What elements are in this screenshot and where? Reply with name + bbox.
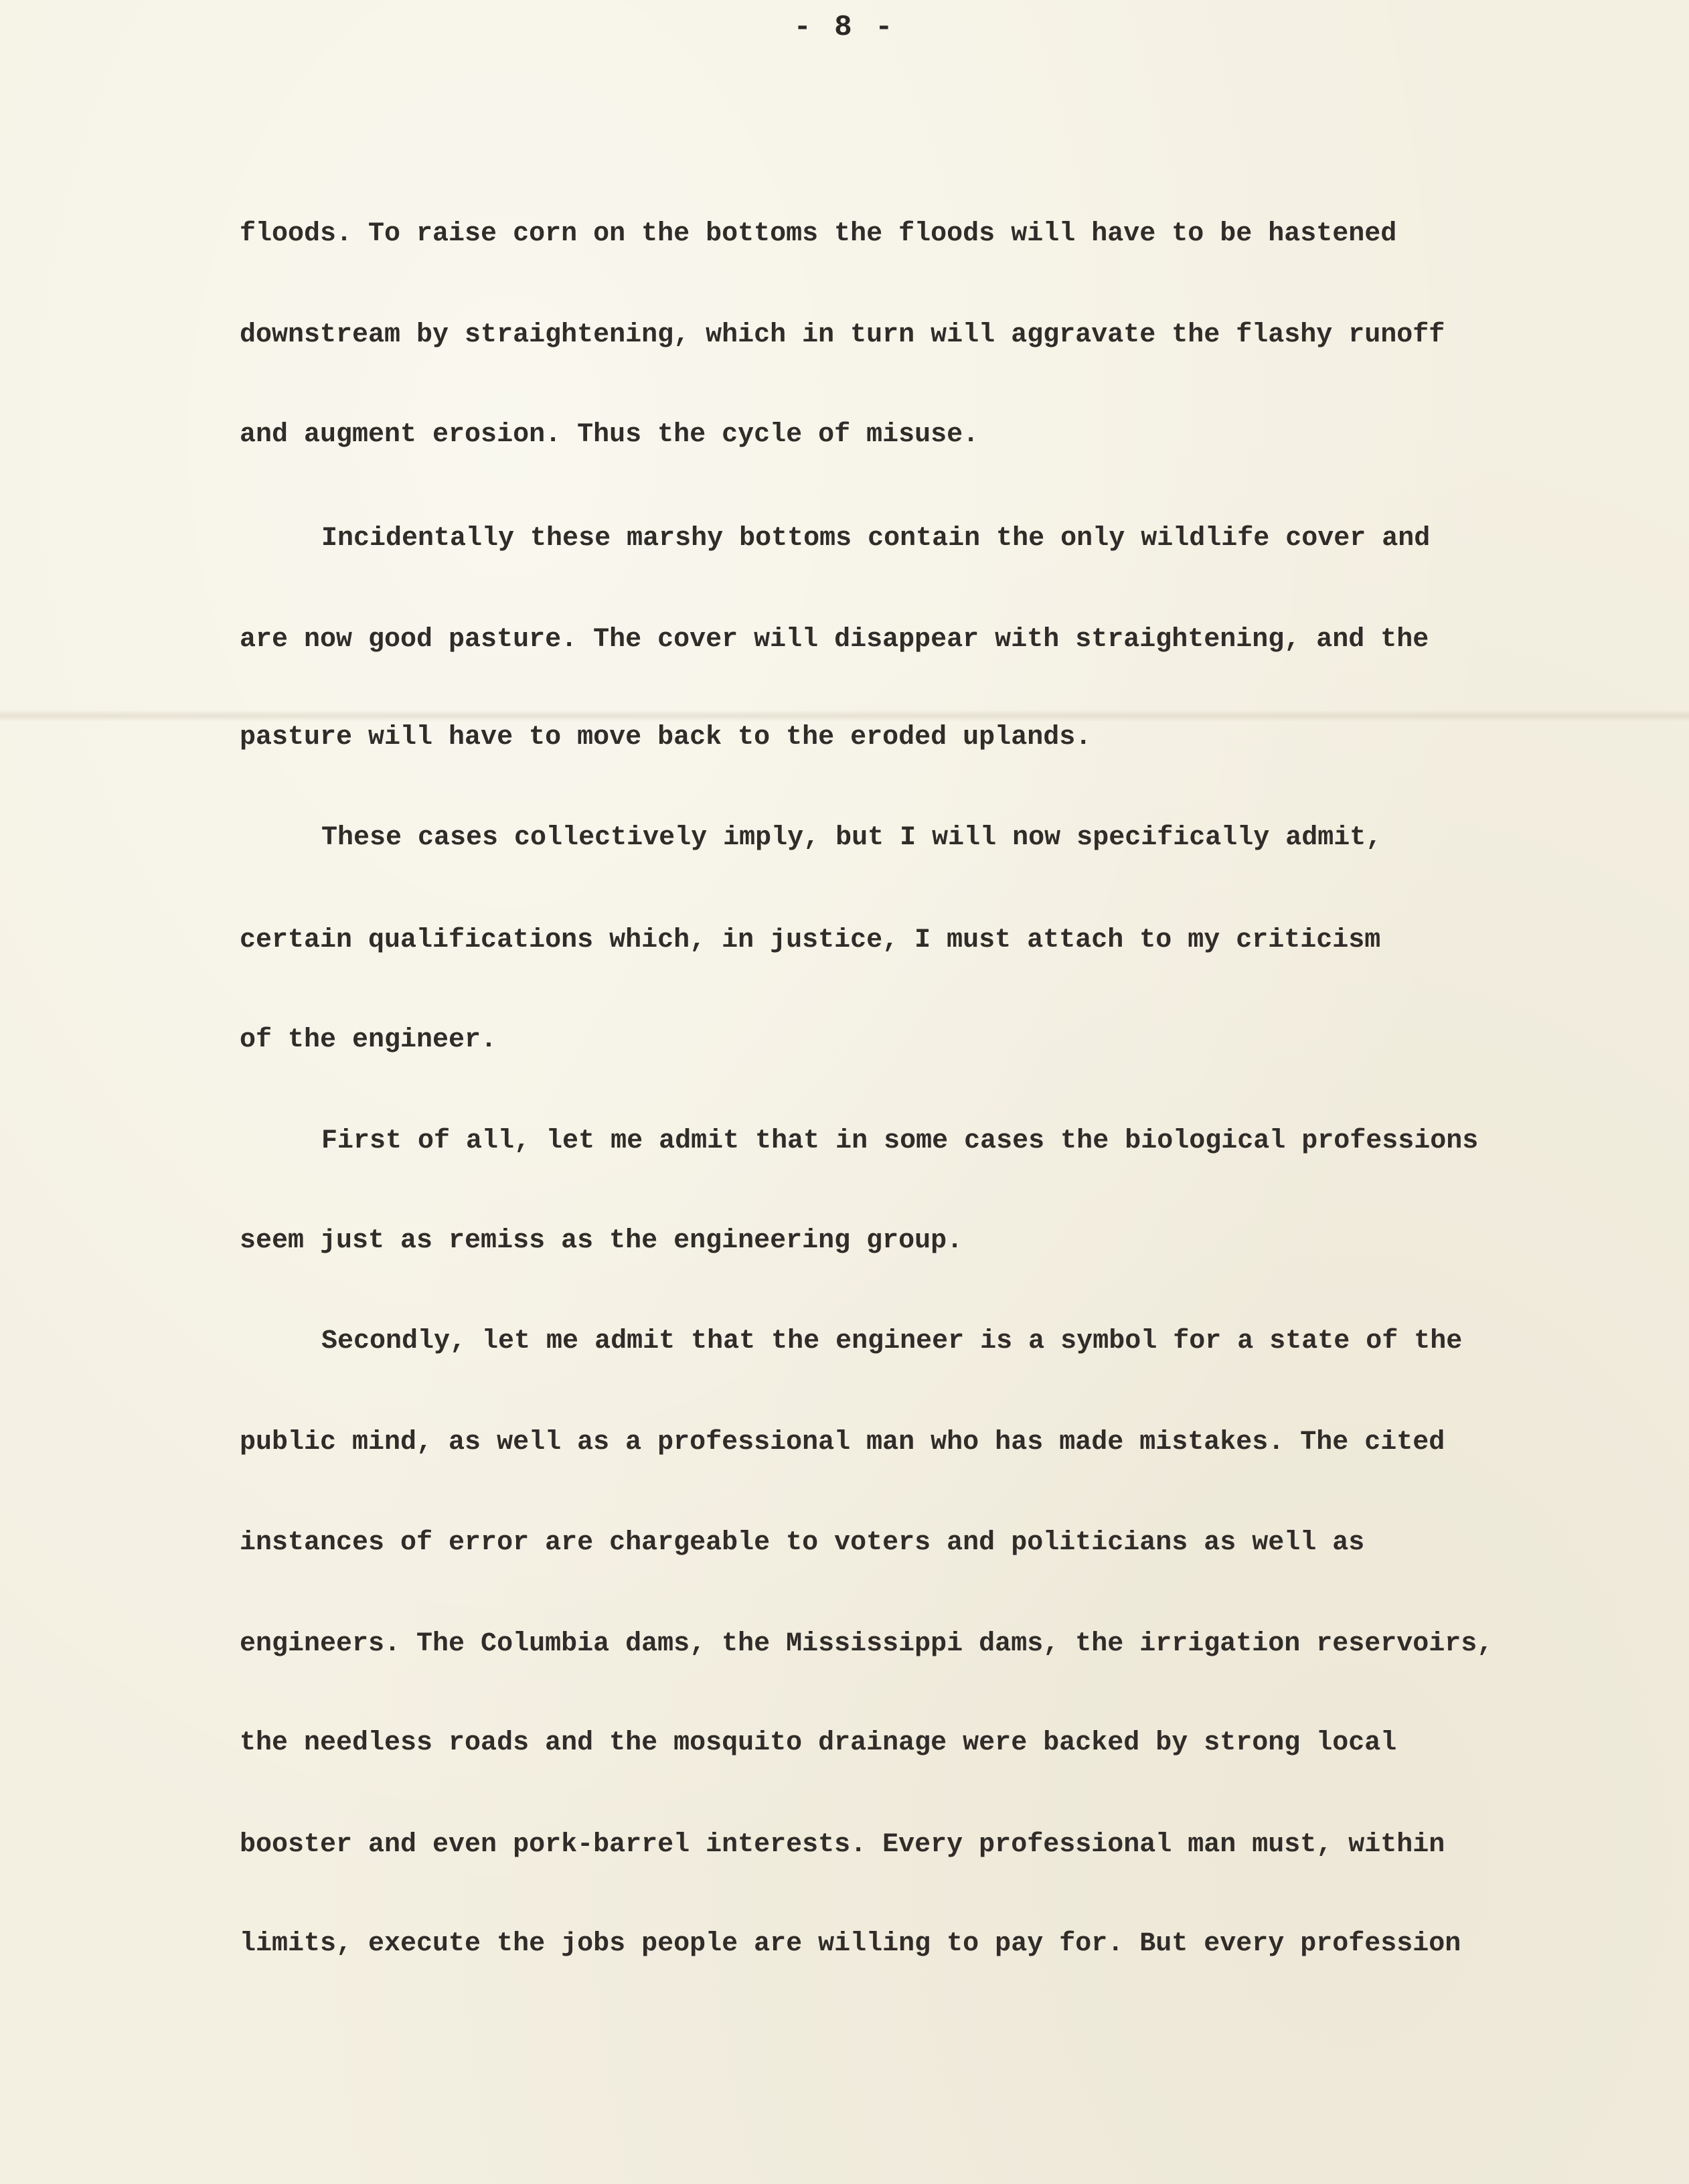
text-line: public mind, as well as a professional man who has made mistakes. The cited — [240, 1427, 1445, 1458]
text-line: instances of error are chargeable to voters and politicians as well as — [240, 1528, 1365, 1558]
text-line: are now good pasture. The cover will disappear with straightening, and the — [240, 625, 1429, 655]
text-line: engineers. The Columbia dams, the Mississippi dams, the irrigation reservoirs, — [240, 1629, 1494, 1659]
text-line: Incidentally these marshy bottoms contain the only wildlife cover and — [321, 524, 1431, 554]
text-line: floods. To raise corn on the bottoms the floods will have to be hastened — [240, 219, 1397, 249]
text-line: and augment erosion. Thus the cycle of misuse. — [240, 420, 979, 450]
text-line: certain qualifications which, in justice, I must attach to my criticism — [240, 925, 1381, 955]
text-line: limits, execute the jobs people are willing to pay for. But every profession — [240, 1929, 1461, 1959]
text-line: booster and even pork-barrel interests. Every professional man must, within — [240, 1830, 1445, 1860]
text-line: downstream by straightening, which in turn will aggravate the flashy runoff — [240, 320, 1445, 350]
paper-fold-line — [0, 710, 1689, 722]
page-number: - 8 - — [793, 11, 896, 44]
text-line: First of all, let me admit that in some cases the biological professions — [321, 1126, 1479, 1156]
text-line: Secondly, let me admit that the engineer is a symbol for a state of the — [321, 1326, 1463, 1356]
text-line: of the engineer. — [240, 1025, 497, 1055]
text-line: These cases collectively imply, but I will now specifically admit, — [321, 823, 1382, 853]
text-line: the needless roads and the mosquito drainage were backed by strong local — [240, 1728, 1397, 1758]
text-line: seem just as remiss as the engineering group. — [240, 1226, 963, 1256]
text-line: pasture will have to move back to the eroded uplands. — [240, 722, 1092, 753]
